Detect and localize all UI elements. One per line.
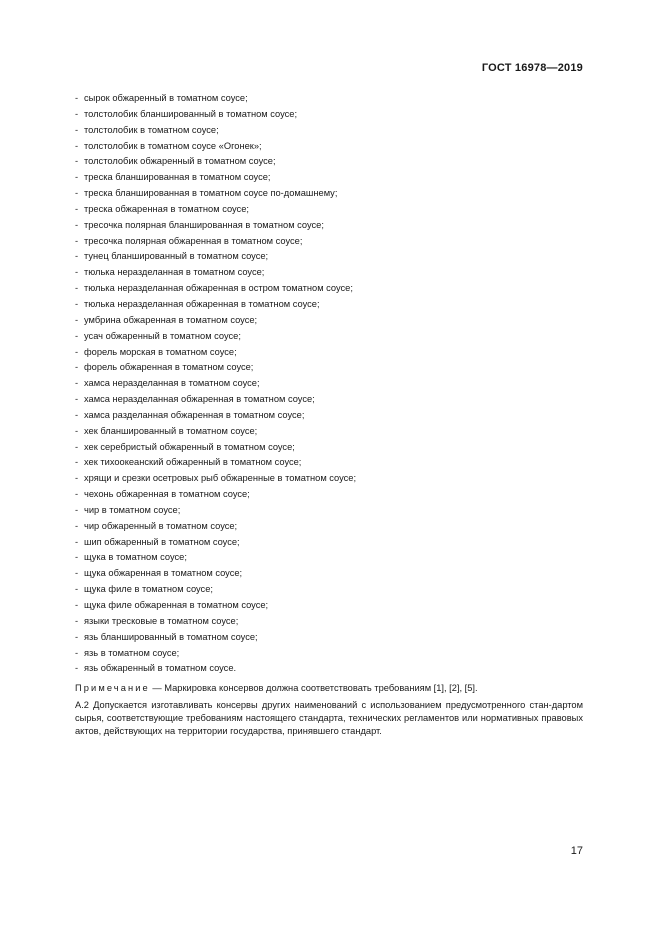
list-item-text: язь в томатном соусе; xyxy=(84,647,180,658)
list-marker: - xyxy=(75,457,79,468)
list-marker: - xyxy=(75,330,79,341)
list-item-text: хек серебристый обжаренный в томатном соусе; xyxy=(84,441,295,452)
page-number: 17 xyxy=(570,845,583,857)
list-marker: - xyxy=(75,108,79,119)
list-item-text: треска бланшированная в томатном соусе по-домашнему; xyxy=(84,188,338,199)
list-item xyxy=(75,123,356,139)
list-item-text: чир обжаренный в томатном соусе; xyxy=(84,520,238,531)
list-item-text: умбрина обжаренная в томатном соусе; xyxy=(84,314,258,325)
list-marker: - xyxy=(75,298,79,309)
list-item-text: шип обжаренный в томатном соусе; xyxy=(84,536,240,547)
note-label: Примечание xyxy=(75,683,150,693)
list-item-text: тунец бланшированный в томатном соусе; xyxy=(84,251,269,262)
list-marker: - xyxy=(75,140,79,151)
list-marker: - xyxy=(75,663,79,674)
list-item-text: щука филе обжаренная в томатном соусе; xyxy=(84,600,269,610)
list-item xyxy=(75,503,356,519)
list-marker: - xyxy=(75,520,79,531)
list-marker: - xyxy=(75,203,79,214)
list-item-text: толстолобик обжаренный в томатном соусе; xyxy=(84,156,276,167)
list-item xyxy=(75,249,356,265)
list-marker: - xyxy=(75,409,79,420)
list-item xyxy=(75,440,356,456)
list-item-text: сырок обжаренный в томатном соусе; xyxy=(84,93,248,103)
list-item-text: форель обжаренная в томатном соусе; xyxy=(84,362,254,373)
list-item-text: щука обжаренная в томатном соусе; xyxy=(84,568,243,579)
list-item xyxy=(75,487,356,503)
list-item-text: толстолобик в томатном соусе «Огонек»; xyxy=(84,140,262,151)
list-marker: - xyxy=(75,267,79,278)
list-marker: - xyxy=(75,600,79,610)
list-item-text: тресочка полярная бланшированная в томатном соусе; xyxy=(84,219,324,230)
list-marker: - xyxy=(75,235,79,246)
list-item xyxy=(75,265,356,281)
list-marker: - xyxy=(75,489,79,500)
list-item-text: толстолобик в томатном соусе; xyxy=(84,124,219,135)
list-marker: - xyxy=(75,584,79,595)
note xyxy=(75,682,583,695)
list-item xyxy=(75,154,356,170)
list-marker: - xyxy=(75,615,79,626)
list-item xyxy=(75,329,356,345)
list-marker: - xyxy=(75,124,79,135)
standard-code-header: ГОСТ 16978—2019 xyxy=(481,62,583,74)
list-marker: - xyxy=(75,172,79,183)
list-item xyxy=(75,598,356,614)
list-marker: - xyxy=(75,283,79,294)
list-marker: - xyxy=(75,504,79,515)
product-list xyxy=(75,91,356,677)
list-item xyxy=(75,661,356,677)
list-marker: - xyxy=(75,346,79,357)
list-item-text: тюлька неразделанная обжаренная в томатном соусе; xyxy=(84,298,320,309)
list-item xyxy=(75,313,356,329)
list-item-text: форель морская в томатном соусе; xyxy=(84,346,237,357)
list-item-text: тюлька неразделанная в томатном соусе; xyxy=(84,267,265,278)
list-item-text: хамса неразделанная обжаренная в томатном соусе; xyxy=(84,394,315,405)
list-item-text: щука филе в томатном соусе; xyxy=(84,584,213,595)
list-item-text: хрящи и срезки осетровых рыб обжаренные в томатном соусе; xyxy=(84,473,357,484)
list-item xyxy=(75,550,356,566)
list-marker: - xyxy=(75,93,79,103)
list-item xyxy=(75,455,356,471)
list-item xyxy=(75,646,356,662)
list-marker: - xyxy=(75,536,79,547)
list-item xyxy=(75,519,356,535)
list-item-text: усач обжаренный в томатном соусе; xyxy=(84,330,241,341)
list-item-text: хек тихоокеанский обжаренный в томатном соусе; xyxy=(84,457,302,468)
list-item-text: хек бланшированный в томатном соусе; xyxy=(84,425,258,436)
list-item xyxy=(75,360,356,376)
list-item-text: языки тресковые в томатном соусе; xyxy=(84,615,239,626)
list-item-text: толстолобик бланшированный в томатном соусе; xyxy=(84,108,298,119)
list-item xyxy=(75,281,356,297)
list-marker: - xyxy=(75,156,79,167)
list-item xyxy=(75,107,356,123)
list-marker: - xyxy=(75,219,79,230)
list-item xyxy=(75,218,356,234)
list-marker: - xyxy=(75,473,79,484)
list-item xyxy=(75,376,356,392)
list-item xyxy=(75,297,356,313)
list-item xyxy=(75,234,356,250)
list-marker: - xyxy=(75,568,79,579)
list-item-text: щука в томатном соусе; xyxy=(84,552,187,563)
list-item-text: тресочка полярная обжаренная в томатном соусе; xyxy=(84,235,303,246)
list-item xyxy=(75,91,356,107)
list-marker: - xyxy=(75,188,79,199)
list-marker: - xyxy=(75,251,79,262)
list-item xyxy=(75,566,356,582)
list-item-text: треска обжаренная в томатном соусе; xyxy=(84,203,249,214)
list-item xyxy=(75,471,356,487)
list-marker: - xyxy=(75,425,79,436)
list-marker: - xyxy=(75,378,79,389)
list-item xyxy=(75,582,356,598)
list-item xyxy=(75,614,356,630)
list-item xyxy=(75,535,356,551)
list-item xyxy=(75,408,356,424)
list-marker: - xyxy=(75,362,79,373)
list-item xyxy=(75,186,356,202)
list-marker: - xyxy=(75,631,79,642)
list-item-text: язь бланшированный в томатном соусе; xyxy=(84,631,258,642)
list-item xyxy=(75,630,356,646)
list-item xyxy=(75,345,356,361)
list-marker: - xyxy=(75,647,79,658)
list-item xyxy=(75,202,356,218)
list-marker: - xyxy=(75,552,79,563)
list-item-text: хамса неразделанная в томатном соусе; xyxy=(84,378,260,389)
list-item xyxy=(75,139,356,155)
list-item-text: язь обжаренный в томатном соусе. xyxy=(84,663,237,674)
list-item xyxy=(75,424,356,440)
list-item xyxy=(75,392,356,408)
list-marker: - xyxy=(75,394,79,405)
list-marker: - xyxy=(75,314,79,325)
list-item-text: тюлька неразделанная обжаренная в остром томатном соусе; xyxy=(84,283,353,294)
list-item-text: чир в томатном соусе; xyxy=(84,504,181,515)
list-item-text: хамса разделанная обжаренная в томатном соусе; xyxy=(84,409,305,420)
list-item-text: треска бланшированная в томатном соусе; xyxy=(84,172,271,183)
list-item-text: чехонь обжаренная в томатном соусе; xyxy=(84,489,250,500)
paragraph-a2: А.2 Допускается изготавливать консервы других наименований с использованием предусмотренного стан-дартом сырья, соответствующие требованиям настоящего стандарта, технических регламентов или нормативных правовых актов, действующих на территории государства, принявшего стандарт. xyxy=(75,700,583,737)
note-text: — Маркировка консервов должна соответствовать требованиям [1], [2], [5]. xyxy=(149,683,478,693)
list-marker: - xyxy=(75,441,79,452)
list-item xyxy=(75,170,356,186)
